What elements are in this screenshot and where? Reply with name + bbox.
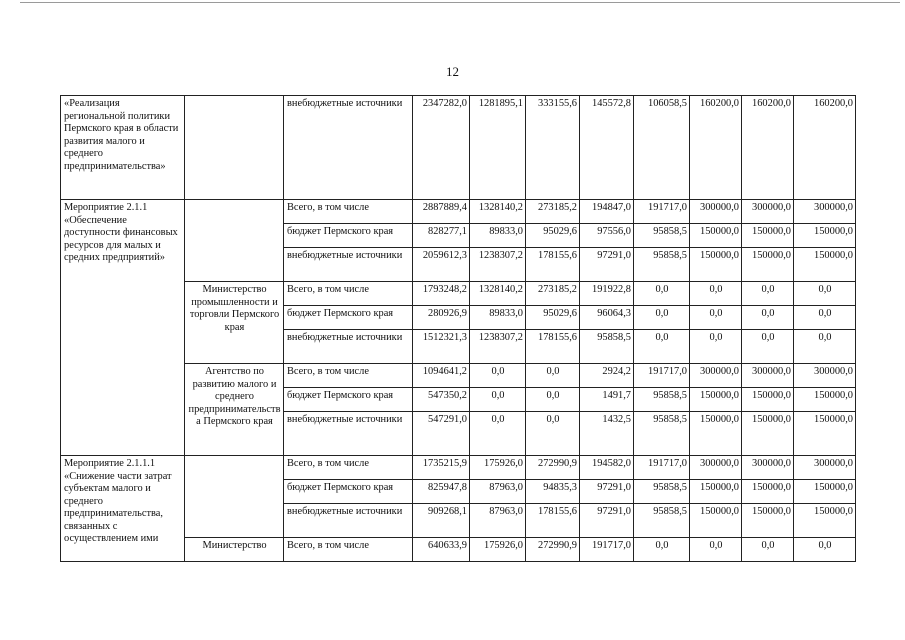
amount-cell: 150000,0: [794, 412, 856, 456]
amount-cell: 150000,0: [794, 504, 856, 538]
amount-cell: 300000,0: [742, 200, 794, 224]
amount-cell: 95858,5: [580, 330, 634, 364]
amount-cell: 0,0: [634, 330, 690, 364]
executor-cell: [185, 200, 284, 282]
amount-cell: 0,0: [690, 330, 742, 364]
amount-cell: 1735215,9: [413, 456, 470, 480]
amount-cell: 0,0: [526, 412, 580, 456]
amount-cell: 0,0: [634, 282, 690, 306]
amount-cell: 0,0: [470, 364, 526, 388]
funding-source-cell: Всего, в том числе: [284, 282, 413, 306]
amount-cell: 150000,0: [794, 480, 856, 504]
amount-cell: 194847,0: [580, 200, 634, 224]
budget-table: [60, 95, 856, 562]
amount-cell: 300000,0: [690, 456, 742, 480]
amount-cell: 2347282,0: [413, 96, 470, 200]
amount-cell: 150000,0: [742, 248, 794, 282]
amount-cell: 191717,0: [634, 456, 690, 480]
amount-cell: 89833,0: [470, 224, 526, 248]
executor-cell: Агентство по развитию малого и среднего предпринимательства Пермского края: [185, 364, 284, 456]
amount-cell: 95858,5: [634, 224, 690, 248]
amount-cell: 87963,0: [470, 504, 526, 538]
amount-cell: 191717,0: [580, 538, 634, 562]
amount-cell: 1238307,2: [470, 248, 526, 282]
amount-cell: 95858,5: [634, 388, 690, 412]
amount-cell: 1238307,2: [470, 330, 526, 364]
executor-cell: [185, 456, 284, 538]
amount-cell: 1094641,2: [413, 364, 470, 388]
amount-cell: 150000,0: [690, 480, 742, 504]
funding-source-cell: внебюджетные источники: [284, 504, 413, 538]
amount-cell: 828277,1: [413, 224, 470, 248]
amount-cell: 150000,0: [742, 388, 794, 412]
amount-cell: 0,0: [634, 538, 690, 562]
funding-source-cell: бюджет Пермского края: [284, 480, 413, 504]
amount-cell: 95029,6: [526, 224, 580, 248]
amount-cell: 547291,0: [413, 412, 470, 456]
funding-source-cell: Всего, в том числе: [284, 364, 413, 388]
amount-cell: 0,0: [690, 282, 742, 306]
amount-cell: 150000,0: [742, 224, 794, 248]
amount-cell: 1328140,2: [470, 200, 526, 224]
amount-cell: 333155,6: [526, 96, 580, 200]
amount-cell: 150000,0: [690, 224, 742, 248]
program-name-cell: «Реализация региональной политики Пермского края в области развития малого и среднего предпринимательства»: [61, 96, 185, 200]
amount-cell: 95858,5: [634, 504, 690, 538]
funding-source-cell: внебюджетные источники: [284, 412, 413, 456]
amount-cell: 150000,0: [690, 504, 742, 538]
amount-cell: 150000,0: [690, 412, 742, 456]
amount-cell: 96064,3: [580, 306, 634, 330]
amount-cell: 178155,6: [526, 330, 580, 364]
amount-cell: 825947,8: [413, 480, 470, 504]
funding-source-cell: бюджет Пермского края: [284, 388, 413, 412]
amount-cell: 145572,8: [580, 96, 634, 200]
amount-cell: 1512321,3: [413, 330, 470, 364]
amount-cell: 191717,0: [634, 364, 690, 388]
amount-cell: 0,0: [526, 364, 580, 388]
amount-cell: 1793248,2: [413, 282, 470, 306]
amount-cell: 0,0: [742, 282, 794, 306]
amount-cell: 175926,0: [470, 538, 526, 562]
amount-cell: 94835,3: [526, 480, 580, 504]
amount-cell: 95029,6: [526, 306, 580, 330]
amount-cell: 0,0: [690, 306, 742, 330]
budget-table-body: [61, 96, 856, 562]
table-row: [61, 96, 856, 200]
amount-cell: 300000,0: [742, 364, 794, 388]
amount-cell: 150000,0: [794, 388, 856, 412]
amount-cell: 1328140,2: [470, 282, 526, 306]
amount-cell: 175926,0: [470, 456, 526, 480]
amount-cell: 300000,0: [690, 200, 742, 224]
table-row: [61, 200, 856, 224]
table-row: [61, 456, 856, 480]
amount-cell: 640633,9: [413, 538, 470, 562]
amount-cell: 150000,0: [794, 248, 856, 282]
amount-cell: 273185,2: [526, 200, 580, 224]
amount-cell: 95858,5: [634, 248, 690, 282]
amount-cell: 0,0: [794, 306, 856, 330]
amount-cell: 150000,0: [690, 388, 742, 412]
amount-cell: 300000,0: [794, 456, 856, 480]
amount-cell: 191922,8: [580, 282, 634, 306]
amount-cell: 2059612,3: [413, 248, 470, 282]
amount-cell: 0,0: [794, 330, 856, 364]
amount-cell: 273185,2: [526, 282, 580, 306]
amount-cell: 272990,9: [526, 538, 580, 562]
amount-cell: 0,0: [742, 538, 794, 562]
amount-cell: 178155,6: [526, 248, 580, 282]
amount-cell: 909268,1: [413, 504, 470, 538]
scan-top-edge: [20, 2, 900, 3]
funding-source-cell: внебюджетные источники: [284, 96, 413, 200]
amount-cell: 0,0: [690, 538, 742, 562]
amount-cell: 300000,0: [690, 364, 742, 388]
executor-cell: Министерство: [185, 538, 284, 562]
amount-cell: 272990,9: [526, 456, 580, 480]
amount-cell: 0,0: [470, 388, 526, 412]
amount-cell: 178155,6: [526, 504, 580, 538]
funding-source-cell: бюджет Пермского края: [284, 224, 413, 248]
funding-source-cell: Всего, в том числе: [284, 200, 413, 224]
amount-cell: 95858,5: [634, 412, 690, 456]
amount-cell: 160200,0: [742, 96, 794, 200]
amount-cell: 150000,0: [690, 248, 742, 282]
amount-cell: 547350,2: [413, 388, 470, 412]
amount-cell: 0,0: [634, 306, 690, 330]
amount-cell: 97291,0: [580, 504, 634, 538]
amount-cell: 1281895,1: [470, 96, 526, 200]
amount-cell: 300000,0: [794, 364, 856, 388]
amount-cell: 0,0: [470, 412, 526, 456]
funding-source-cell: внебюджетные источники: [284, 330, 413, 364]
amount-cell: 0,0: [742, 330, 794, 364]
amount-cell: 106058,5: [634, 96, 690, 200]
funding-source-cell: Всего, в том числе: [284, 538, 413, 562]
amount-cell: 300000,0: [794, 200, 856, 224]
funding-source-cell: бюджет Пермского края: [284, 306, 413, 330]
amount-cell: 150000,0: [794, 224, 856, 248]
amount-cell: 191717,0: [634, 200, 690, 224]
amount-cell: 97291,0: [580, 480, 634, 504]
amount-cell: 150000,0: [742, 480, 794, 504]
amount-cell: 87963,0: [470, 480, 526, 504]
amount-cell: 150000,0: [742, 504, 794, 538]
executor-cell: Министерство промышленности и торговли Пермского края: [185, 282, 284, 364]
amount-cell: 2887889,4: [413, 200, 470, 224]
amount-cell: 194582,0: [580, 456, 634, 480]
amount-cell: 300000,0: [742, 456, 794, 480]
amount-cell: 0,0: [794, 538, 856, 562]
funding-source-cell: Всего, в том числе: [284, 456, 413, 480]
amount-cell: 0,0: [742, 306, 794, 330]
amount-cell: 97291,0: [580, 248, 634, 282]
amount-cell: 1491,7: [580, 388, 634, 412]
program-name-cell: Мероприятие 2.1.1 «Обеспечение доступности финансовых ресурсов для малых и средних предприятий»: [61, 200, 185, 456]
program-name-cell: Мероприятие 2.1.1.1 «Снижение части затрат субъектам малого и среднего предпринимательства, связанных с осуществлением ими: [61, 456, 185, 562]
amount-cell: 89833,0: [470, 306, 526, 330]
amount-cell: 97556,0: [580, 224, 634, 248]
page-number: 12: [446, 64, 459, 79]
executor-cell: [185, 96, 284, 200]
amount-cell: 0,0: [794, 282, 856, 306]
amount-cell: 0,0: [526, 388, 580, 412]
funding-source-cell: внебюджетные источники: [284, 248, 413, 282]
amount-cell: 280926,9: [413, 306, 470, 330]
amount-cell: 95858,5: [634, 480, 690, 504]
amount-cell: 160200,0: [794, 96, 856, 200]
amount-cell: 1432,5: [580, 412, 634, 456]
amount-cell: 160200,0: [690, 96, 742, 200]
amount-cell: 150000,0: [742, 412, 794, 456]
amount-cell: 2924,2: [580, 364, 634, 388]
